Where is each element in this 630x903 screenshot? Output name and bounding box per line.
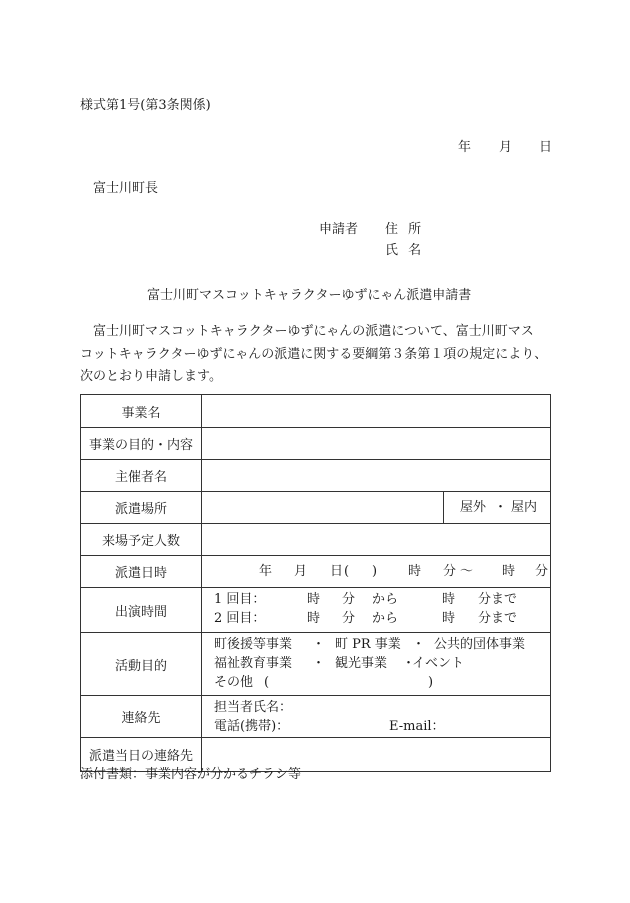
activity-option-other[interactable]: その他 — [214, 675, 254, 690]
activity-option-support[interactable]: 町後援等事業 — [214, 637, 293, 652]
activity-option-public[interactable]: 公共的団体事業 — [434, 637, 526, 652]
row-organizer — [81, 460, 551, 492]
form-number: 様式第1号(第3条関係) — [80, 98, 211, 113]
dispatch-hour-start: 時 — [408, 564, 422, 579]
attendance-label: 来場予定人数 — [81, 524, 202, 556]
addressee: 富士川町長 — [93, 181, 159, 196]
intro-line-3: 次のとおり申請します。 — [80, 369, 222, 384]
row-contact — [81, 696, 551, 738]
venue-divider — [443, 492, 444, 523]
round1-label: 1 回目： — [214, 592, 266, 607]
attendance-field[interactable] — [202, 524, 551, 556]
round2-until: 分まで — [478, 611, 518, 626]
venue-field[interactable] — [202, 492, 551, 524]
date-day-label: 日 — [539, 140, 553, 155]
dispatch-datetime-field[interactable] — [202, 556, 551, 588]
contact-field[interactable] — [202, 696, 551, 738]
dispatch-month: 月 — [294, 564, 308, 579]
event-name-field[interactable] — [202, 395, 551, 428]
day-contact-label: 派遣当日の連絡先 — [81, 738, 202, 772]
activity-label: 活動目的 — [81, 633, 202, 696]
name-label: 氏 名 — [385, 243, 425, 258]
contact-label: 連絡先 — [81, 696, 202, 738]
purpose-label: 事業の目的・内容 — [81, 428, 202, 460]
round1-hour-end: 時 — [442, 592, 456, 607]
organizer-field[interactable] — [202, 460, 551, 492]
round2-label: 2 回目： — [214, 611, 266, 626]
row-performance — [81, 588, 551, 633]
intro-paragraph — [80, 321, 550, 389]
intro-line-1: 富士川町マスコットキャラクターゆずにゃんの派遣について、富士川町マス — [93, 324, 534, 339]
activity-dot-1: ・ — [312, 637, 326, 652]
activity-dot-4: ・ — [402, 656, 416, 671]
row-activity — [81, 633, 551, 696]
row-venue — [81, 492, 551, 524]
dispatch-paren-close: ) — [372, 564, 378, 579]
venue-label: 派遣場所 — [81, 492, 202, 524]
round2-hour-end: 時 — [442, 611, 456, 626]
intro-line-2: コットキャラクターゆずにゃんの派遣に関する要綱第３条第１項の規定により、 — [80, 346, 548, 362]
row-purpose — [81, 428, 551, 460]
document-title: 富士川町マスコットキャラクターゆずにゃん派遣申請書 — [147, 288, 472, 303]
round1-from: から — [372, 592, 399, 607]
activity-other-open: ( — [264, 675, 270, 690]
event-name-label: 事業名 — [81, 395, 202, 428]
contact-email-label: E-mail： — [389, 719, 445, 734]
dispatch-year: 年 — [259, 564, 273, 579]
activity-option-welfare[interactable]: 福祉教育事業 — [214, 656, 293, 671]
venue-dot: ・ — [494, 500, 508, 515]
dispatch-minute-end: 分 — [535, 564, 549, 579]
round2-hour: 時 — [307, 611, 321, 626]
attachment-note: 添付書類：事業内容が分かるチラシ等 — [80, 767, 302, 782]
activity-option-event[interactable]: イベント — [412, 656, 465, 671]
row-attendance — [81, 524, 551, 556]
round2-from: から — [372, 611, 399, 626]
application-table — [80, 394, 551, 772]
activity-dot-3: ・ — [312, 656, 326, 671]
round1-until: 分まで — [478, 592, 518, 607]
purpose-field[interactable] — [202, 428, 551, 460]
activity-other-close: ) — [428, 675, 434, 690]
dispatch-hour-end: 時 — [502, 564, 516, 579]
row-dispatch-datetime — [81, 556, 551, 588]
contact-phone-label: 電話(携帯)： — [214, 719, 290, 734]
dispatch-tilde: ～ — [460, 564, 474, 579]
activity-field[interactable] — [202, 633, 551, 696]
dispatch-day: 日 — [330, 564, 344, 579]
date-year-label: 年 — [458, 140, 472, 155]
activity-dot-2: ・ — [412, 637, 426, 652]
contact-person-label: 担当者氏名： — [214, 700, 293, 715]
performance-label: 出演時間 — [81, 588, 202, 633]
row-event-name — [81, 395, 551, 428]
dispatch-minute-start: 分 — [443, 564, 457, 579]
organizer-label: 主催者名 — [81, 460, 202, 492]
round1-hour: 時 — [307, 592, 321, 607]
venue-indoor-option[interactable]: 屋内 — [511, 500, 538, 515]
performance-field[interactable] — [202, 588, 551, 633]
applicant-label: 申請者 — [319, 222, 359, 237]
venue-outdoor-option[interactable]: 屋外 — [460, 500, 487, 515]
activity-option-pr[interactable]: 町 PR 事業 — [335, 637, 401, 652]
address-label: 住 所 — [385, 222, 425, 237]
round1-minute: 分 — [342, 592, 356, 607]
dispatch-paren-open: ( — [344, 564, 350, 579]
round2-minute: 分 — [342, 611, 356, 626]
dispatch-datetime-label: 派遣日時 — [81, 556, 202, 588]
activity-option-tourism[interactable]: 観光事業 — [335, 656, 388, 671]
date-month-label: 月 — [499, 140, 513, 155]
